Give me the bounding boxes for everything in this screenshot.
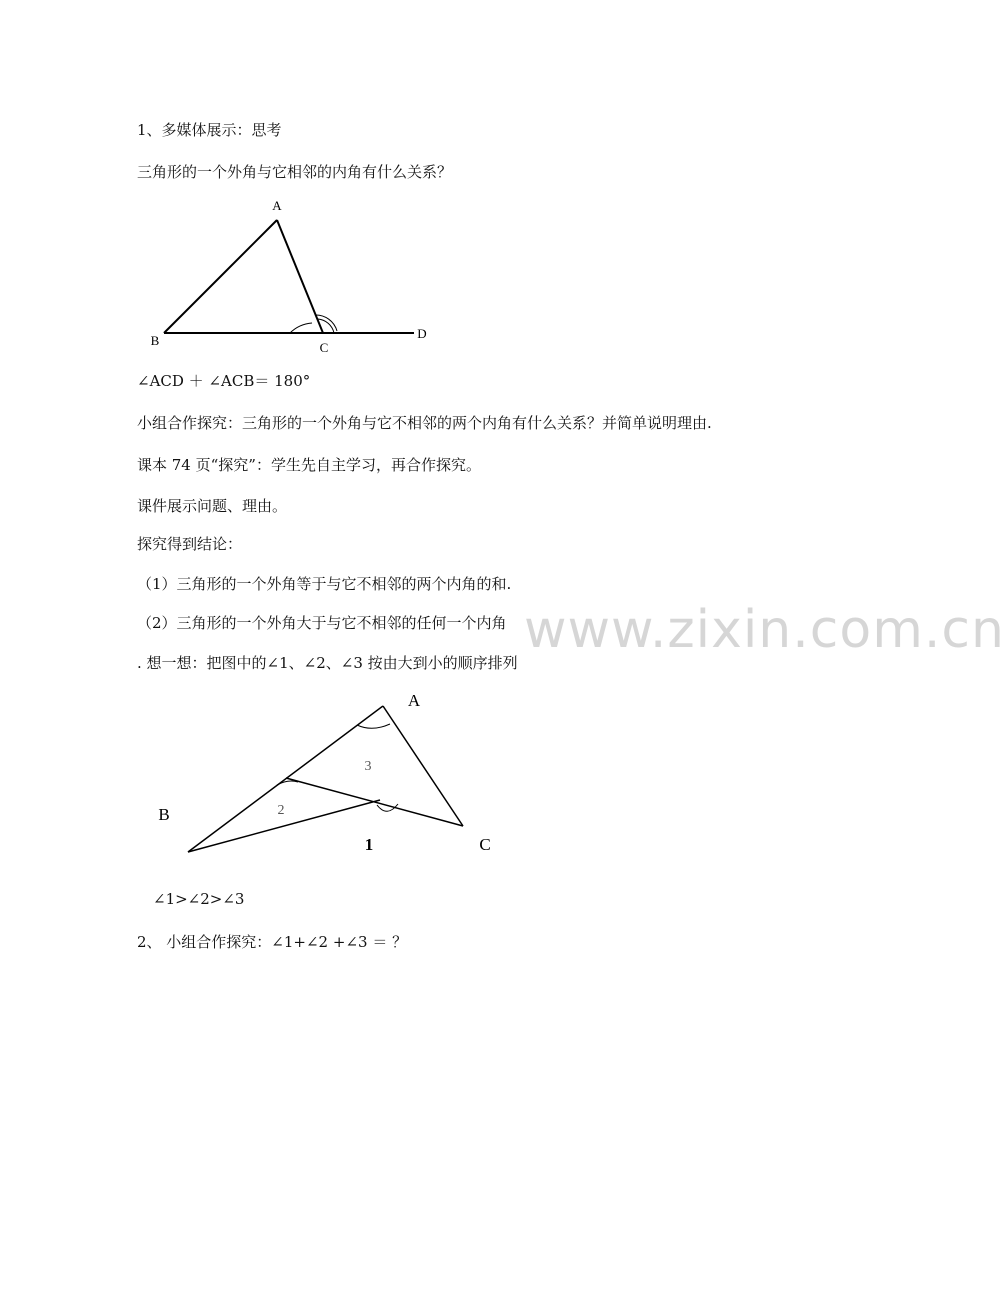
label-3: 3 — [364, 759, 372, 774]
section-2-question: 2、 小组合作探究：∠1+∠2 +∠3 ＝ ？ — [137, 933, 408, 951]
label-B: B — [158, 805, 170, 824]
conclusion-1: （1）三角形的一个外角等于与它不相邻的两个内角的和. — [137, 575, 512, 593]
question-text: 三角形的一个外角与它相邻的内角有什么关系？ — [137, 163, 453, 181]
conclusion-heading: 探究得到结论： — [137, 535, 243, 553]
label-D: D — [417, 326, 427, 341]
label-B: B — [150, 333, 160, 348]
courseware-text: 课件展示问题、理由。 — [137, 497, 288, 515]
label-A: A — [407, 691, 421, 710]
think-question: . 想一想：把图中的∠1、∠2、∠3 按由大到小的顺序排列 — [137, 654, 518, 672]
watermark: www.zixin.com.cn — [524, 600, 1005, 660]
label-A: A — [272, 198, 282, 213]
textbook-reference: 课本 74 页“探究”：学生先自主学习，再合作探究。 — [137, 456, 481, 474]
label-C: C — [319, 340, 329, 355]
figure-triangle-exterior-angle — [140, 190, 440, 360]
figure-angles-123 — [150, 680, 510, 870]
label-C: C — [479, 835, 491, 854]
label-2: 2 — [277, 803, 285, 818]
angle-sum-equation: ∠ACD ＋ ∠ACB＝ 180° — [137, 372, 311, 390]
conclusion-2: （2）三角形的一个外角大于与它不相邻的任何一个内角 — [137, 614, 507, 632]
label-1: 1 — [364, 835, 374, 854]
angle-order-answer: ∠1>∠2>∠3 — [153, 890, 245, 908]
group-question: 小组合作探究：三角形的一个外角与它不相邻的两个内角有什么关系？并简单说明理由. — [137, 414, 712, 432]
section-1-heading: 1、多媒体展示：思考 — [137, 121, 282, 139]
